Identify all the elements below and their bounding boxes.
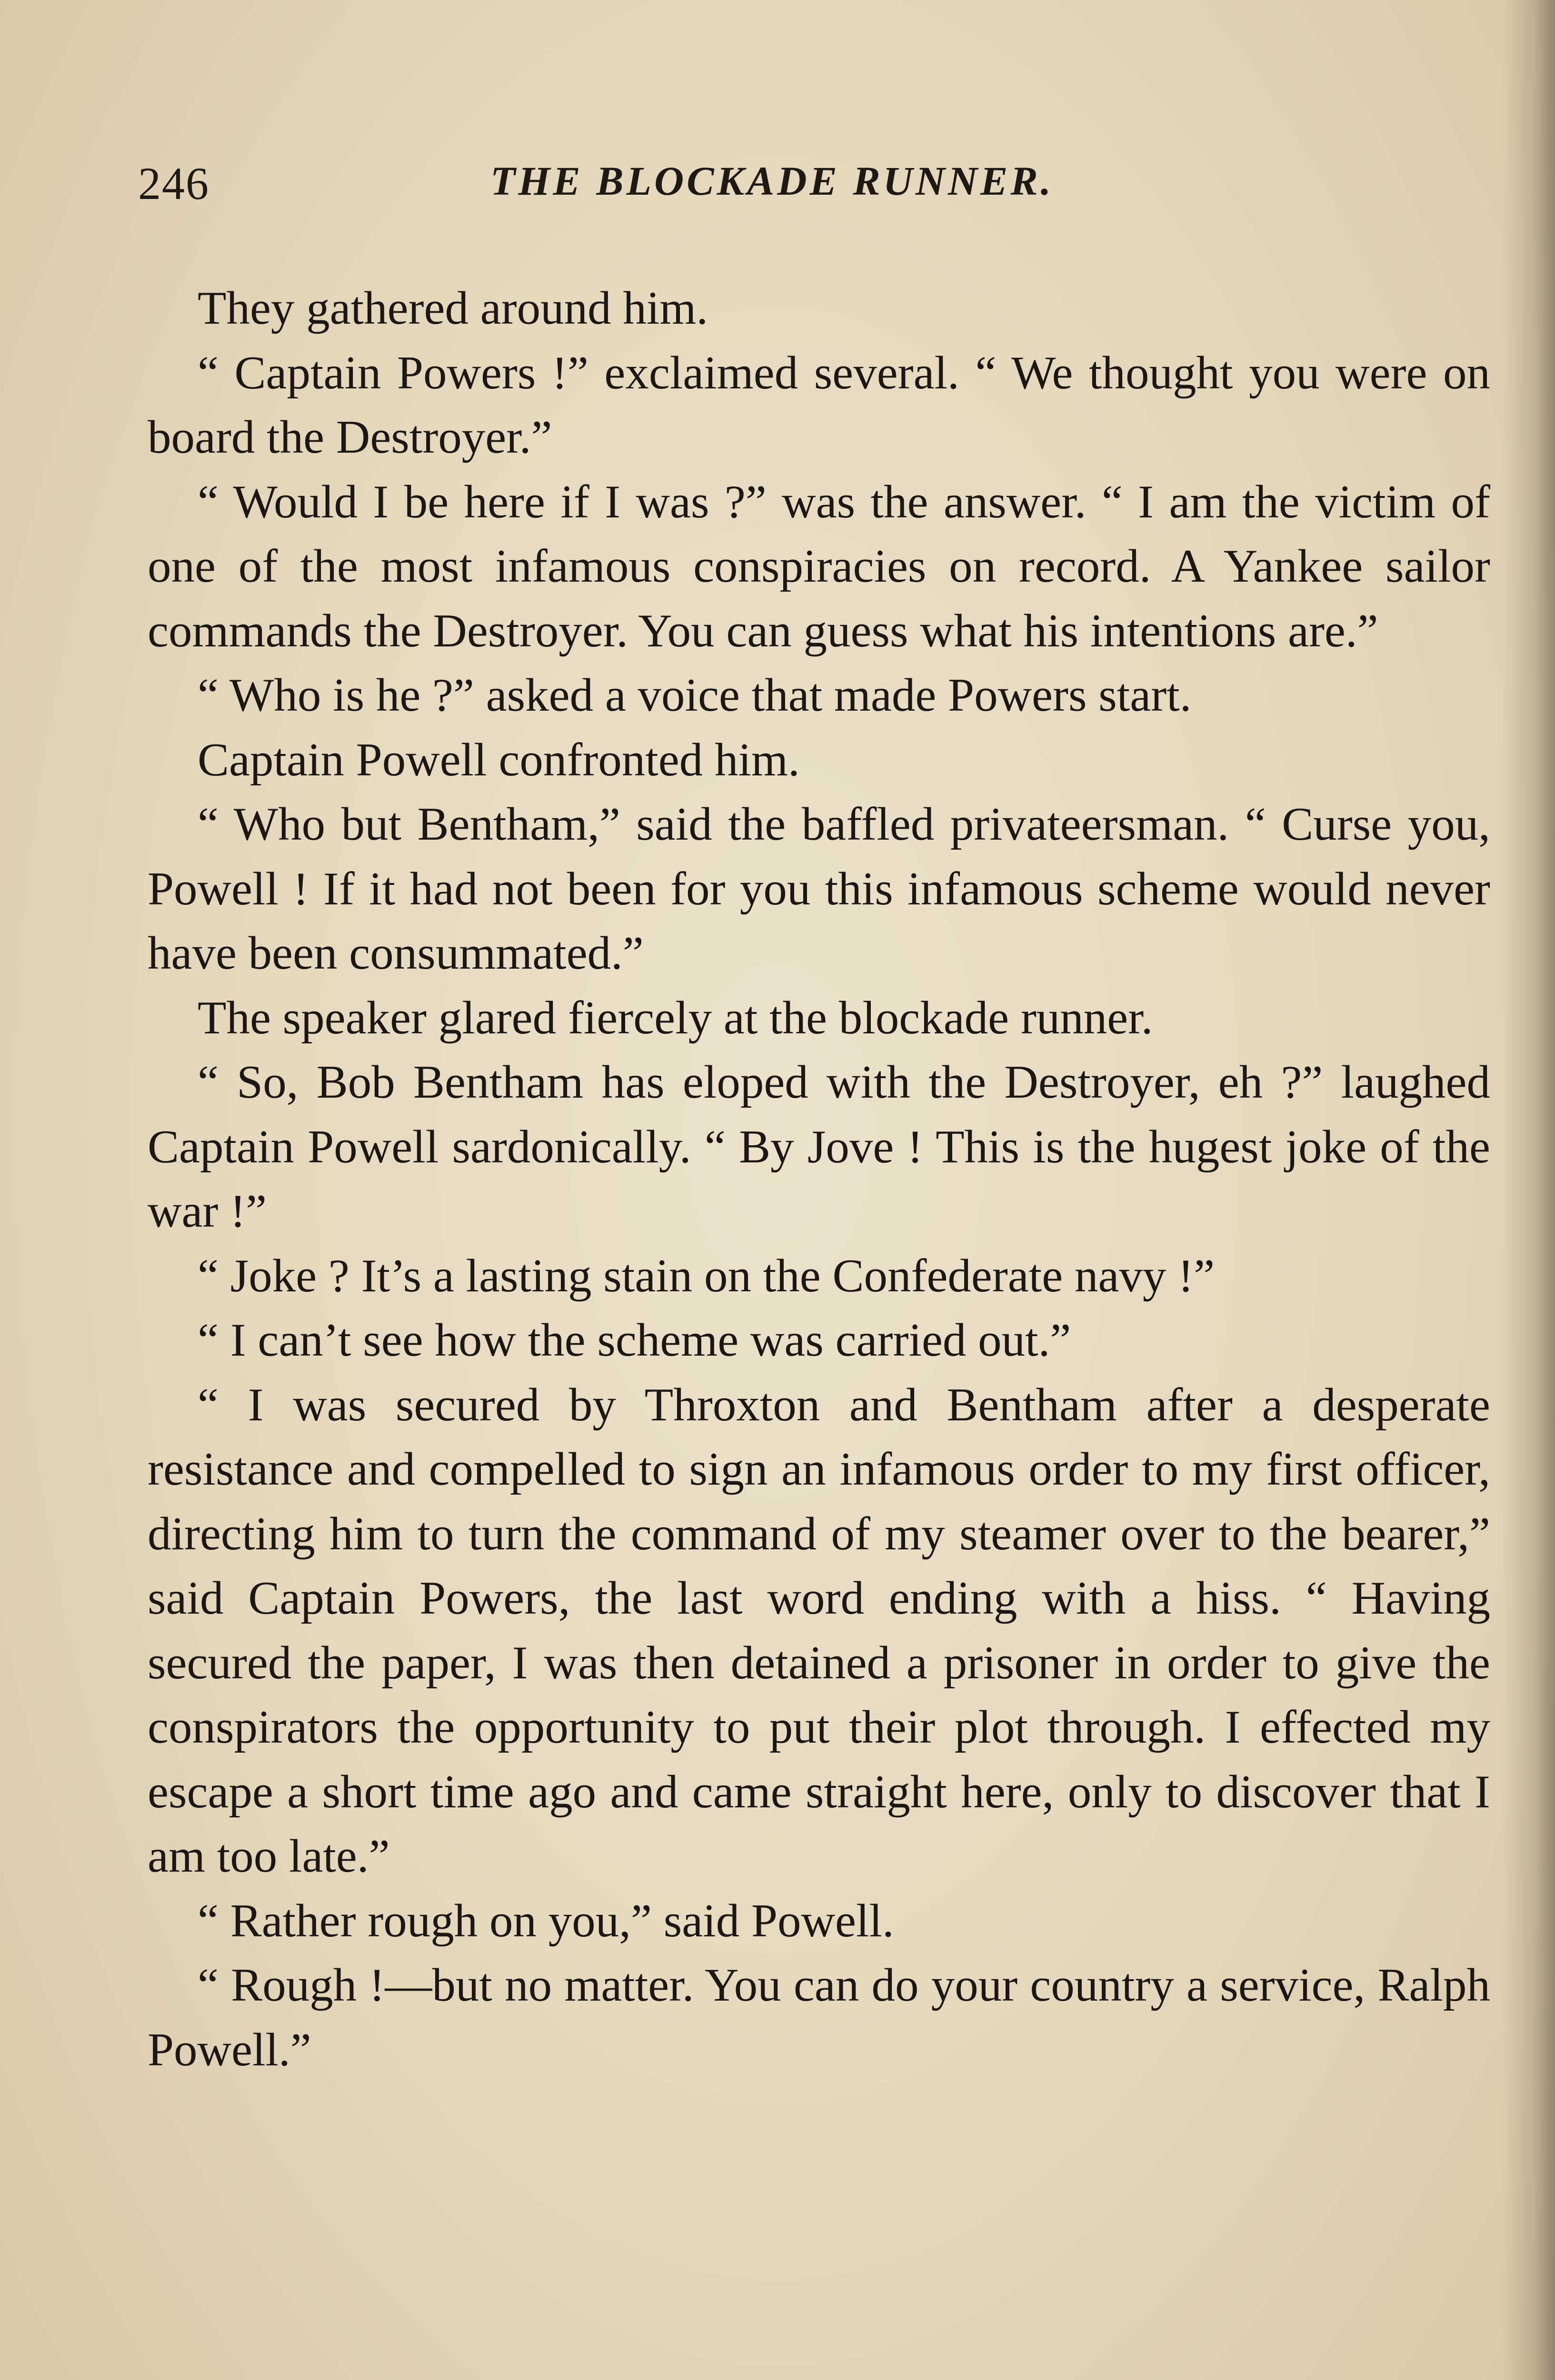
paragraph: “ Captain Powers !” exclaimed several. “ We thought you were on board the Destroyer.”: [148, 347, 1490, 463]
paragraph: “ Who but Bentham,” said the baffled privateersman. “ Curse you, Powell ! If it had not been for you this infamous scheme would never have been consummated.”: [148, 798, 1490, 979]
paragraph: Captain Powell confronted him.: [198, 734, 800, 786]
paragraph: “ Rather rough on you,” said Powell.: [198, 1894, 894, 1947]
paragraph: “ I was secured by Throxton and Bentham after a desperate resistance and compelled to sign an infamous order to my first officer, directing him to turn the command of my steamer over to the bearer,” said Captain Powers, the last word ending with a hiss. “ Having secured the paper, I was then detained a prisoner in order to give the conspirators the opportunity to put their plot through. I effected my escape a short time ago and came straight here, only to discover that I am too late.”: [148, 1378, 1490, 1882]
paragraph: “ Rough !—but no matter. You can do your country a service, Ralph Powell.”: [148, 1959, 1490, 2076]
paragraph: “ Who is he ?” asked a voice that made Powers start.: [198, 669, 1192, 721]
page-edge-shadow: [1503, 0, 1555, 2380]
paragraph: They gathered around him.: [198, 282, 708, 334]
paragraph: “ I can’t see how the scheme was carried out.”: [198, 1314, 1071, 1366]
paragraph: “ Joke ? It’s a lasting stain on the Confederate navy !”: [198, 1250, 1215, 1302]
paragraph: “ So, Bob Bentham has eloped with the Destroyer, eh ?” laughed Captain Powell sardonically. “ By Jove ! This is the hugest joke of the war !”: [148, 1056, 1490, 1237]
page-number: 246: [138, 158, 209, 209]
body-text: [148, 276, 1490, 2082]
paragraph: The speaker glared fiercely at the blockade runner.: [198, 992, 1153, 1044]
running-title: THE BLOCKADE RUNNER.: [490, 158, 1054, 204]
paragraph: “ Would I be here if I was ?” was the answer. “ I am the victim of one of the most infamous conspiracies on record. A Yankee sailor commands the Destroyer. You can guess what his intentions are.”: [148, 476, 1490, 657]
running-head: [138, 157, 1471, 214]
